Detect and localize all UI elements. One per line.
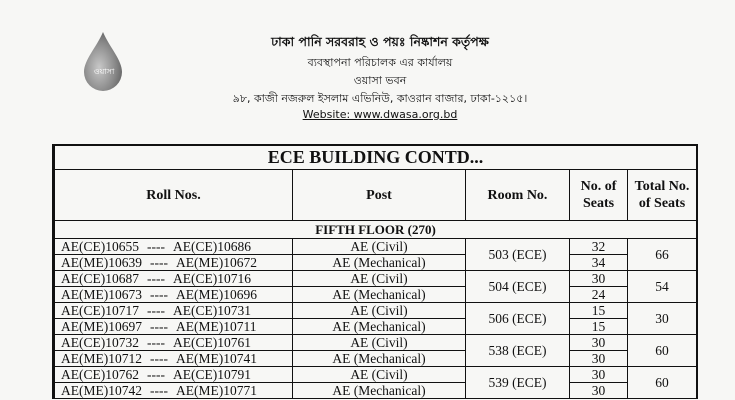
post-cell: AE (Civil) xyxy=(293,271,466,287)
roll-to: AE(ME)10741 xyxy=(176,350,257,366)
post-cell: AE (Civil) xyxy=(293,335,466,351)
roll-to: AE(CE)10731 xyxy=(173,302,251,318)
floor-heading: FIFTH FLOOR (270) xyxy=(55,221,697,239)
roll-range xyxy=(55,287,293,303)
roll-range xyxy=(55,383,293,399)
roll-to: AE(CE)10716 xyxy=(173,270,251,286)
seats-cell: 30 xyxy=(570,335,628,351)
seats-cell: 30 xyxy=(570,351,628,367)
roll-from: AE(CE)10732 xyxy=(61,334,139,350)
room-cell: 504 (ECE) xyxy=(466,271,570,303)
roll-to: AE(ME)10771 xyxy=(176,382,257,398)
table-row xyxy=(55,351,697,367)
roll-range xyxy=(55,255,293,271)
post-cell: AE (Mechanical) xyxy=(293,255,466,271)
roll-from: AE(ME)10639 xyxy=(61,254,142,270)
room-cell: 506 (ECE) xyxy=(466,303,570,335)
post-cell: AE (Mechanical) xyxy=(293,351,466,367)
table-row xyxy=(55,287,697,303)
total-seats-cell: 66 xyxy=(628,239,697,271)
roll-from: AE(ME)10673 xyxy=(61,286,142,302)
seats-cell: 15 xyxy=(570,319,628,335)
post-cell: AE (Civil) xyxy=(293,239,466,255)
roll-to: AE(ME)10711 xyxy=(176,318,257,334)
table-row xyxy=(55,271,697,287)
roll-range xyxy=(55,335,293,351)
total-seats-cell: 54 xyxy=(628,271,697,303)
roll-to: AE(CE)10791 xyxy=(173,366,251,382)
range-dash: ---- xyxy=(147,334,165,350)
logo-wordmark: ওয়াসা xyxy=(93,67,115,76)
range-dash: ---- xyxy=(150,350,168,366)
post-cell: AE (Civil) xyxy=(293,367,466,383)
roll-from: AE(CE)10687 xyxy=(61,270,139,286)
roll-from: AE(ME)10697 xyxy=(61,318,142,334)
room-cell: 538 (ECE) xyxy=(466,335,570,367)
roll-range xyxy=(55,271,293,287)
range-dash: ---- xyxy=(150,254,168,270)
room-cell: 539 (ECE) xyxy=(466,367,570,399)
seats-cell: 30 xyxy=(570,383,628,399)
roll-range xyxy=(55,239,293,255)
seats-cell: 30 xyxy=(570,271,628,287)
letterhead xyxy=(0,0,735,130)
seats-cell: 15 xyxy=(570,303,628,319)
header-roll-nos: Roll Nos. xyxy=(55,170,293,221)
roll-to: AE(CE)10761 xyxy=(173,334,251,350)
header-room-no: Room No. xyxy=(466,170,570,221)
roll-range xyxy=(55,319,293,335)
roll-from: AE(ME)10742 xyxy=(61,382,142,398)
roll-range xyxy=(55,367,293,383)
total-seats-cell: 60 xyxy=(628,335,697,367)
table-title: ECE BUILDING CONTD... xyxy=(55,146,697,170)
table-row xyxy=(55,335,697,351)
table-row xyxy=(55,255,697,271)
website-link[interactable]: Website: www.dwasa.org.bd xyxy=(302,108,458,121)
table-row xyxy=(55,239,697,255)
range-dash: ---- xyxy=(150,382,168,398)
roll-from: AE(CE)10655 xyxy=(61,238,139,254)
range-dash: ---- xyxy=(147,270,165,286)
website-line xyxy=(0,108,735,121)
total-seats-cell: 30 xyxy=(628,303,697,335)
table-body xyxy=(55,239,697,399)
header-post: Post xyxy=(293,170,466,221)
table-row xyxy=(55,319,697,335)
post-cell: AE (Mechanical) xyxy=(293,287,466,303)
address: ৯৮, কাজী নজরুল ইসলাম এভিনিউ, কাওরান বাজার, ঢাকা-১২১৫। xyxy=(232,92,528,105)
roll-to: AE(ME)10672 xyxy=(176,254,257,270)
range-dash: ---- xyxy=(147,366,165,382)
table-row xyxy=(55,303,697,319)
building-name: ওয়াসা ভবন xyxy=(353,74,407,87)
seats-cell: 34 xyxy=(570,255,628,271)
seats-cell: 32 xyxy=(570,239,628,255)
seats-cell: 30 xyxy=(570,367,628,383)
header-no-of-seats: No. of Seats xyxy=(570,170,628,221)
room-cell: 503 (ECE) xyxy=(466,239,570,271)
roll-from: AE(ME)10712 xyxy=(61,350,142,366)
post-cell: AE (Mechanical) xyxy=(293,319,466,335)
roll-from: AE(CE)10762 xyxy=(61,366,139,382)
seat-plan-table xyxy=(52,144,698,399)
organization-name: ঢাকা পানি সরবরাহ ও পয়ঃ নিষ্কাশন কর্তৃপক্ষ xyxy=(271,34,489,49)
range-dash: ---- xyxy=(147,302,165,318)
range-dash: ---- xyxy=(147,238,165,254)
total-seats-cell: 60 xyxy=(628,367,697,399)
post-cell: AE (Mechanical) xyxy=(293,383,466,399)
post-cell: AE (Civil) xyxy=(293,303,466,319)
range-dash: ---- xyxy=(150,286,168,302)
roll-to: AE(CE)10686 xyxy=(173,238,251,254)
header-total-seats: Total No. of Seats xyxy=(628,170,697,221)
range-dash: ---- xyxy=(150,318,168,334)
roll-to: AE(ME)10696 xyxy=(176,286,257,302)
table-row xyxy=(55,383,697,399)
roll-range xyxy=(55,351,293,367)
roll-range xyxy=(55,303,293,319)
seats-cell: 24 xyxy=(570,287,628,303)
office-name: ব্যবস্থাপনা পরিচালক এর কার্যালয় xyxy=(307,56,453,69)
table-row xyxy=(55,367,697,383)
roll-from: AE(CE)10717 xyxy=(61,302,139,318)
